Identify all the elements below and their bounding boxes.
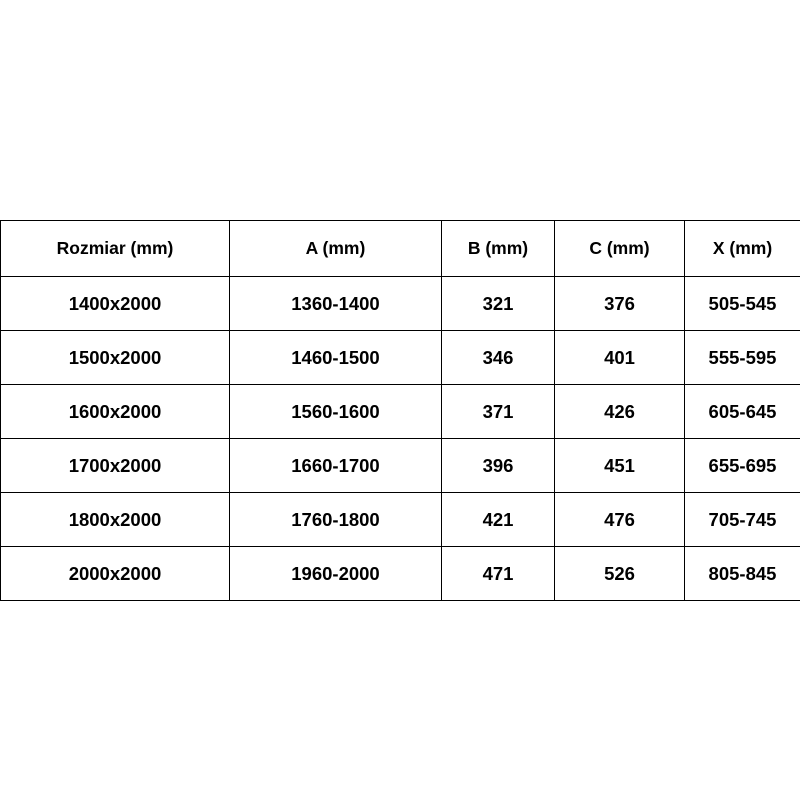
cell-c: 376 xyxy=(555,277,685,331)
cell-c: 451 xyxy=(555,439,685,493)
cell-b: 396 xyxy=(442,439,555,493)
table-body xyxy=(1,277,800,601)
table-row xyxy=(1,439,800,493)
cell-rozmiar: 1700x2000 xyxy=(1,439,230,493)
cell-a: 1660-1700 xyxy=(230,439,442,493)
cell-x: 555-595 xyxy=(685,331,800,385)
table-row xyxy=(1,385,800,439)
column-header-c: C (mm) xyxy=(555,221,685,277)
cell-b: 321 xyxy=(442,277,555,331)
cell-b: 371 xyxy=(442,385,555,439)
table-header-row xyxy=(1,221,800,277)
cell-x: 655-695 xyxy=(685,439,800,493)
column-header-a: A (mm) xyxy=(230,221,442,277)
column-header-rozmiar: Rozmiar (mm) xyxy=(1,221,230,277)
spec-table-container xyxy=(0,220,800,601)
cell-x: 805-845 xyxy=(685,547,800,601)
cell-rozmiar: 1600x2000 xyxy=(1,385,230,439)
cell-c: 526 xyxy=(555,547,685,601)
cell-c: 426 xyxy=(555,385,685,439)
cell-a: 1360-1400 xyxy=(230,277,442,331)
cell-rozmiar: 2000x2000 xyxy=(1,547,230,601)
cell-rozmiar: 1800x2000 xyxy=(1,493,230,547)
cell-a: 1460-1500 xyxy=(230,331,442,385)
cell-rozmiar: 1500x2000 xyxy=(1,331,230,385)
cell-a: 1560-1600 xyxy=(230,385,442,439)
cell-c: 476 xyxy=(555,493,685,547)
table-row xyxy=(1,277,800,331)
column-header-x: X (mm) xyxy=(685,221,800,277)
cell-b: 346 xyxy=(442,331,555,385)
cell-c: 401 xyxy=(555,331,685,385)
cell-x: 605-645 xyxy=(685,385,800,439)
cell-x: 705-745 xyxy=(685,493,800,547)
cell-a: 1960-2000 xyxy=(230,547,442,601)
cell-a: 1760-1800 xyxy=(230,493,442,547)
table-row xyxy=(1,493,800,547)
cell-b: 471 xyxy=(442,547,555,601)
cell-x: 505-545 xyxy=(685,277,800,331)
cell-rozmiar: 1400x2000 xyxy=(1,277,230,331)
table-header xyxy=(1,221,800,277)
cell-b: 421 xyxy=(442,493,555,547)
table-row xyxy=(1,547,800,601)
column-header-b: B (mm) xyxy=(442,221,555,277)
dimensions-table xyxy=(0,220,800,601)
table-row xyxy=(1,331,800,385)
